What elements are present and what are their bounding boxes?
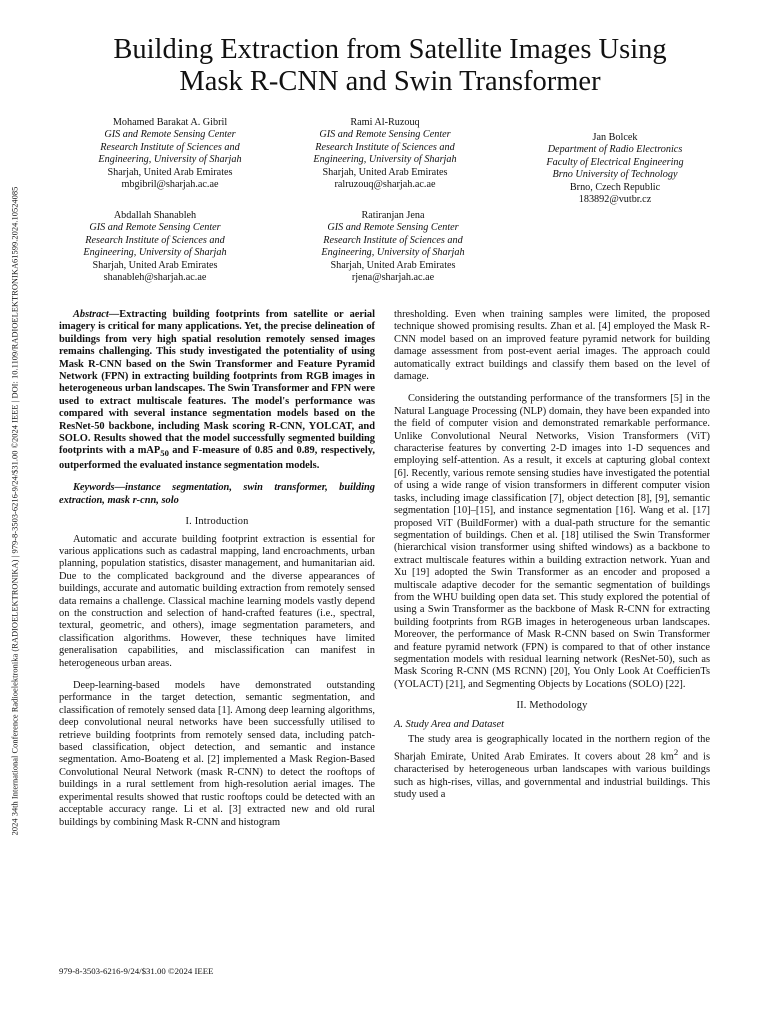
author-name: Abdallah Shanableh (113, 210, 197, 221)
right-column (394, 309, 710, 802)
author-affiliation: Engineering, University of Sharjah (98, 154, 242, 166)
author-affiliation: Research Institute of Sciences and (323, 234, 463, 246)
author-affiliation: Faculty of Electrical Engineering (546, 156, 684, 168)
paper-title (40, 34, 740, 98)
author-affiliation: Research Institute of Sciences and (85, 234, 225, 246)
author-block-5 (273, 210, 513, 284)
author-affiliation: Research Institute of Sciences and (315, 141, 455, 153)
abstract-label: Abstract (73, 309, 109, 320)
author-affiliation: Brno University of Technology (552, 169, 678, 181)
author-affiliation: Research Institute of Sciences and (100, 141, 240, 153)
author-location: Sharjah, United Arab Emirates (322, 166, 448, 178)
study-superscript: 2 (673, 747, 679, 758)
author-affiliation: Engineering, University of Sharjah (83, 247, 227, 259)
author-name: Rami Al-Ruzouq (350, 117, 420, 128)
author-block-2 (265, 117, 505, 191)
author-affiliation: GIS and Remote Sensing Center (89, 222, 221, 234)
study-paragraph-1 (394, 734, 710, 802)
author-email[interactable]: shanableh@sharjah.ac.ae (103, 272, 207, 284)
author-email[interactable]: mbgibril@sharjah.ac.ae (121, 179, 219, 191)
author-block-1 (50, 117, 290, 191)
abstract-text: —Extracting building footprints from satellite or aerial imagery is critical for many applications. Yet, the precise delineation of buildings from very high spatial resolution remotely sensed images remains challenging. This study investigated the potentiality of using Mask R-CNN based on the Swin Transformer and Feature Pyramid Network (FPN) in extracting building footprints from RGB images in heterogeneous urban landscapes. The Swin Transformer and FPN were used to extract multiscale features. The model's performance was compared with several instance segmentation models based on the ResNet-50 backbone, including Mask scoring R-CNN, YOLCAT, and SOLO. Results showed that the model successfully segmented building footprints with a mAP (59, 309, 375, 457)
keywords-text: —instance segmentation, swin transformer, building extraction, mask r-cnn, solo (59, 482, 375, 506)
author-name: Mohamed Barakat A. Gibril (112, 117, 228, 128)
right-paragraph-1: thresholding. Even when training samples were limited, the proposed technique showed promising results. Zhan et al. [4] employed the Mask R-CNN model based on an improved feature pyramid network for building damage assessment from post-event aerial images. The approach could automatically extract buildings and classify them based on the level of damage. (394, 309, 710, 383)
study-text-a: The study area is geographically located in the northern region of the Sharjah Emirate, United Arab Emirates. It covers about 28 km (394, 734, 710, 763)
author-affiliation: GIS and Remote Sensing Center (319, 129, 451, 141)
copyright-footer: 979-8-3503-6216-9/24/$31.00 ©2024 IEEE (59, 966, 214, 976)
keywords-label: Keywords (73, 482, 115, 494)
subsection-heading-study-area: A. Study Area and Dataset (394, 718, 504, 730)
abstract-subscript: 50 (160, 448, 169, 459)
title-line-1: Building Extraction from Satellite Images Using (113, 34, 667, 65)
abstract (59, 309, 375, 472)
author-affiliation: GIS and Remote Sensing Center (327, 222, 459, 234)
author-affiliation: GIS and Remote Sensing Center (104, 129, 236, 141)
author-email[interactable]: 183892@vutbr.cz (578, 194, 652, 206)
sidebar-citation (6, 137, 24, 884)
author-block-4 (35, 210, 275, 284)
title-line-2: Mask R-CNN and Swin Transformer (179, 66, 601, 97)
intro-paragraph-1: Automatic and accurate building footprint extraction is essential for various applications such as cadastral mapping, land encroachments, urban planning, population statistics, disaster management, and humanitarian aid. Due to the complicated background and the diverse appearances of buildings, accurate and automatic building extraction from remotely sensed data remains a challenge. Classical machine learning models vastly depend on the construction and selection of hand-crafted features (i.e., spectral, textural, geometric, and others), image segmentation parameters, and classification algorithms. However, these techniques have limited generalisation capabilities, and misclassification can manifest in heterogeneous urban areas. (59, 533, 375, 669)
author-name: Ratiranjan Jena (361, 210, 425, 221)
author-affiliation: Department of Radio Electronics (547, 144, 683, 156)
author-location: Sharjah, United Arab Emirates (330, 259, 456, 271)
intro-paragraph-2: Deep-learning-based models have demonstrated outstanding performance in the target detection, semantic segmentation, and classification of remotely sensed data [1]. Among deep learning algorithms, deep convolutional neural networks have been successfully utilised to retrieve building footprints from remotely sensed data, including patch-based classification, object detection, and semantic and instance segmentation. Amo-Boateng et al. [2] implemented a Mask Region-Based Convolutional Neural Network (mask R-CNN) to detect the rooftops of buildings in a rural settlement from high-resolution aerial images. The experimental results showed that rustic rooftops could be detected with an acceptable accuracy range. Li et al. [3] extracted new and old rural buildings by combining Mask R-CNN and histogram (59, 680, 375, 828)
section-heading-methodology: II. Methodology (516, 700, 588, 712)
abstract-text-end: and F-measure of 0.85 and 0.89, respectively, outperformed the evaluated instance segmentation models. (59, 445, 375, 471)
author-affiliation: Engineering, University of Sharjah (313, 154, 457, 166)
right-paragraph-2: Considering the outstanding performance of the transformers [5] in the Natural Language Processing (NLP) domain, they have been expanded into the field of computer vision and demonstrated remarkable performance. Unlike Convolutional Neural Networks, Vision Transformers (ViT) characterise features by converting 2-D images into 1-D sequences and employing self-attention. As a result, it excels at capturing global context [6]. Recently, various remote sensing studies have investigated the potential of using a wide range of vision transformers in different computer vision tasks, including image classification [7], object detection [8], [9], semantic segmentation [10]–[15], and instance segmentation [16]. Wang et al. [17] proposed ViT (BuildFormer) with a dual-path structure for the semantic segmentation of buildings. Chen et al. [18] utilised the Swin Transformer (hierarchical vision transformer using shifted windows) as a backbone to extract multiscale features within a building extraction network. Yuan and Xu [19] adopted the Swin Transformer as an encoder and proposed a multiscale adaptive decoder for the semantic segmentation of buildings from the WHU building open data set. This study explored the potential of using a Swin Transformer as the backbone of Mask R-CNN for extracting building footprints from RGB images in heterogeneous urban landscapes. Moreover, the performance of Mask R-CNN based on Swin Transformer and feature pyramid network (FPN) is compared to that of other instance segmentation models with residual learning network (ResNet-50), such as Mask Scoring R-CNN (MS RCNN) [20], You Only Look At CoefficienTs (YOLACT) [21], and Segmenting Objects by Locations (SOLO) [22]. (394, 393, 710, 690)
author-name: Jan Bolcek (592, 132, 638, 143)
author-location: Brno, Czech Republic (569, 181, 661, 193)
author-affiliation: Engineering, University of Sharjah (321, 247, 465, 259)
author-location: Sharjah, United Arab Emirates (92, 259, 218, 271)
author-email[interactable]: ralruzouq@sharjah.ac.ae (334, 179, 436, 191)
left-column (59, 309, 375, 829)
study-text-b: and is characterised by heterogeneous urban landscapes with various buildings such as high-rises, villas, and governmental and industrial buildings. This study used a (394, 751, 710, 801)
sidebar-citation-text: 2024 34th International Conference Radioelektronika (RADIOELEKTRONIKA) | 979-8-3503-6216-9/24/$31.00 ©2024 IEEE | DOI: 10.1109/RADIOELEKTRONIKA61599.2024.10524085 (10, 186, 20, 835)
author-email[interactable]: rjena@sharjah.ac.ae (351, 272, 435, 284)
author-location: Sharjah, United Arab Emirates (107, 166, 233, 178)
section-heading-introduction: I. Introduction (185, 516, 249, 528)
keywords (59, 482, 375, 507)
author-block-3 (495, 132, 735, 206)
